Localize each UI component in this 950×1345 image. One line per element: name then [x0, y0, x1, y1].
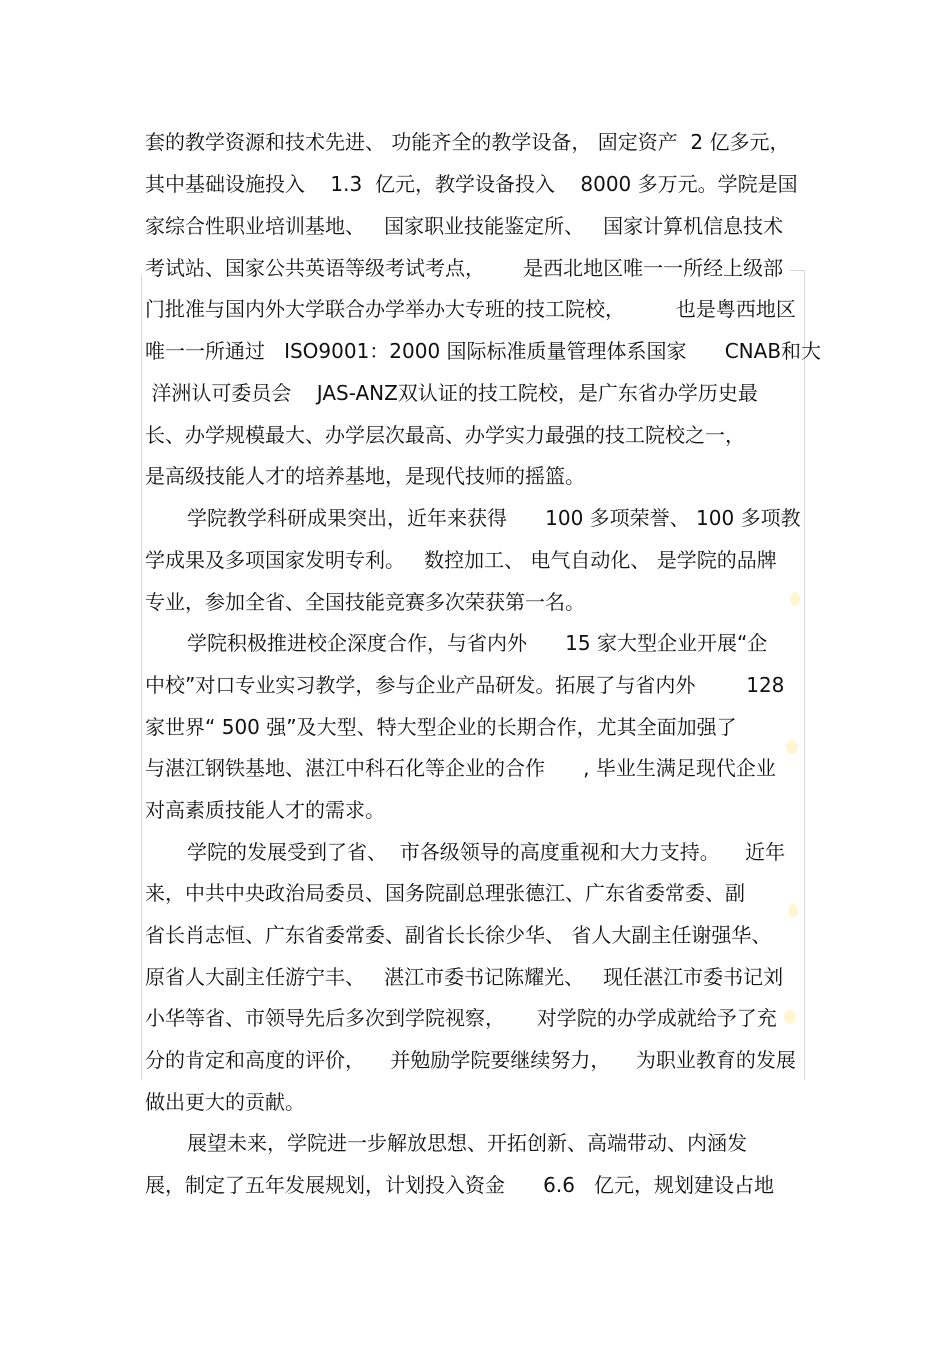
- text-line: 展，制定了五年发展规划，计划投入资金 6.6 亿元，规划建设占地: [145, 1173, 775, 1197]
- text-line: 对高素质技能人才的需求。: [145, 798, 385, 822]
- text-line: 洋洲认可委员会 JAS-ANZ双认证的技工院校，是广东省办学历史最: [145, 381, 758, 405]
- paragraph-first-line: 学院的发展受到了省、 市各级领导的高度重视和大力支持。 近年: [187, 840, 786, 864]
- paragraph-first-line: 学院教学科研成果突出，近年来获得 100 多项荣誉、 100 多项教: [187, 506, 801, 530]
- frame-left-border: [141, 275, 142, 1080]
- text-line: 门批准与国内外大学联合办学举办大专班的技工院校， 也是粤西地区: [145, 297, 796, 321]
- text-line: 做出更大的贡献。: [145, 1090, 305, 1114]
- text-line: 小华等省、市领导先后多次到学院视察， 对学院的办学成就给予了充: [145, 1006, 777, 1030]
- text-line: 来，中共中央政治局委员、国务院副总理张德江、广东省委常委、副: [145, 881, 745, 905]
- text-line: 分的肯定和高度的评价， 并勉励学院要继续努力， 为职业教育的发展: [145, 1048, 796, 1072]
- text-line: 考试站、国家公共英语等级考试考点， 是西北地区唯一一所经上级部: [145, 256, 784, 280]
- text-line: 是高级技能人才的培养基地，是现代技师的摇篮。: [145, 464, 585, 488]
- frame-right-border: [804, 270, 805, 1080]
- scan-smudge: [786, 740, 798, 754]
- text-line: 省长肖志恒、广东省委常委、副省长长徐少华、 省人大副主任谢强华、: [145, 923, 772, 947]
- text-line: 与湛江钢铁基地、湛江中科石化等企业的合作 , 毕业生满足现代企业: [145, 756, 776, 780]
- text-line: 家世界“ 500 强”及大型、特大型企业的长期合作，尤其全面加强了: [145, 715, 737, 739]
- paragraph-first-line: 展望未来，学院进一步解放思想、开拓创新、高端带动、内涵发: [187, 1131, 747, 1155]
- text-line: 家综合性职业培训基地、 国家职业技能鉴定所、 国家计算机信息技术: [145, 214, 784, 238]
- text-line: 中校”对口专业实习教学，参与企业产品研发。拓展了与省内外 128: [145, 673, 785, 697]
- paragraph-first-line: 学院积极推进校企深度合作，与省内外 15 家大型企业开展“企: [187, 631, 768, 655]
- scan-smudge: [788, 904, 798, 918]
- text-line: 其中基础设施投入 1.3 亿元，教学设备投入 8000 多万元。学院是国: [145, 172, 798, 196]
- text-line: 唯一一所通过 ISO9001：2000 国际标准质量管理体系国家 CNAB和大: [145, 339, 822, 363]
- text-line: 学成果及多项国家发明专利。 数控加工、 电气自动化、 是学院的品牌: [145, 548, 777, 572]
- text-line: 专业，参加全省、全国技能竞赛多次荣获第一名。: [145, 590, 585, 614]
- scan-smudge: [784, 1010, 796, 1024]
- text-line: 原省人大副主任游宁丰、 湛江市委书记陈耀光、 现任湛江市委书记刘: [145, 965, 784, 989]
- scan-smudge: [790, 592, 800, 606]
- frame-top-border: [790, 270, 804, 271]
- text-line: 套的教学资源和技术先进、 功能齐全的教学设备， 固定资产 2 亿多元，: [145, 130, 790, 154]
- text-line: 长、办学规模最大、办学层次最高、办学实力最强的技工院校之一，: [145, 423, 745, 447]
